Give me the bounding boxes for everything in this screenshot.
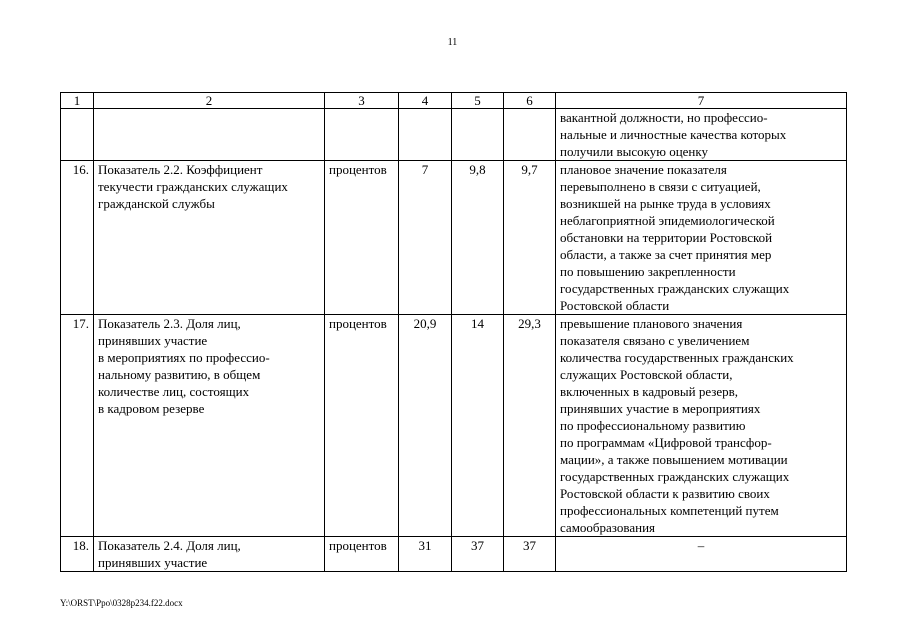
unit: процентов <box>325 537 399 572</box>
header-cell: 5 <box>452 93 504 109</box>
indicator-name: Показатель 2.3. Доля лиц, принявших участие в мероприятиях по профессио- нальному развитию, в общем количестве лиц, состоящих в кадровом резерве <box>94 315 325 537</box>
header-cell: 2 <box>94 93 325 109</box>
note: плановое значение показателя перевыполнено в связи с ситуацией, возникшей на рынке труда в условиях неблагоприятной эпидемиологической обстановки на территории Ростовской области, а также за счет принятия мер по повышению закрепленности государственных гражданских служащих Ростовской области <box>556 161 847 315</box>
table-row <box>61 315 847 537</box>
value-col5 <box>452 109 504 161</box>
unit: процентов <box>325 161 399 315</box>
value-col4 <box>399 109 452 161</box>
header-cell: 1 <box>61 93 94 109</box>
file-path-footer: Y:\ORST\Ppo\0328p234.f22.docx <box>60 598 183 608</box>
row-number <box>61 109 94 161</box>
indicators-table <box>60 92 847 572</box>
note: превышение планового значения показателя связано с увеличением количества государственных гражданских служащих Ростовской области, включенных в кадровый резерв, принявших участие в мероприятиях по профессиональному развитию по программам «Цифровой трансфор- мации», а также повышением мотивации государственных гражданских служащих Ростовской области к развитию своих профессиональных компетенций путем самообразования <box>556 315 847 537</box>
indicator-name: Показатель 2.4. Доля лиц, принявших участие <box>94 537 325 572</box>
table-row <box>61 537 847 572</box>
value-col5: 14 <box>452 315 504 537</box>
header-cell: 7 <box>556 93 847 109</box>
value-col6 <box>504 109 556 161</box>
header-row <box>61 93 847 109</box>
row-number: 16. <box>61 161 94 315</box>
indicator-name <box>94 109 325 161</box>
table-row <box>61 109 847 161</box>
value-col4: 7 <box>399 161 452 315</box>
unit: процентов <box>325 315 399 537</box>
unit <box>325 109 399 161</box>
value-col5: 37 <box>452 537 504 572</box>
value-col4: 20,9 <box>399 315 452 537</box>
value-col6: 29,3 <box>504 315 556 537</box>
note: – <box>556 537 847 572</box>
row-number: 18. <box>61 537 94 572</box>
row-number: 17. <box>61 315 94 537</box>
note: вакантной должности, но профессио- нальные и личностные качества которых получили высокую оценку <box>556 109 847 161</box>
indicator-name: Показатель 2.2. Коэффициент текучести гражданских служащих гражданской службы <box>94 161 325 315</box>
value-col6: 9,7 <box>504 161 556 315</box>
page-number: 11 <box>447 37 458 48</box>
header-cell: 6 <box>504 93 556 109</box>
header-cell: 3 <box>325 93 399 109</box>
value-col4: 31 <box>399 537 452 572</box>
value-col6: 37 <box>504 537 556 572</box>
table-row <box>61 161 847 315</box>
value-col5: 9,8 <box>452 161 504 315</box>
header-cell: 4 <box>399 93 452 109</box>
